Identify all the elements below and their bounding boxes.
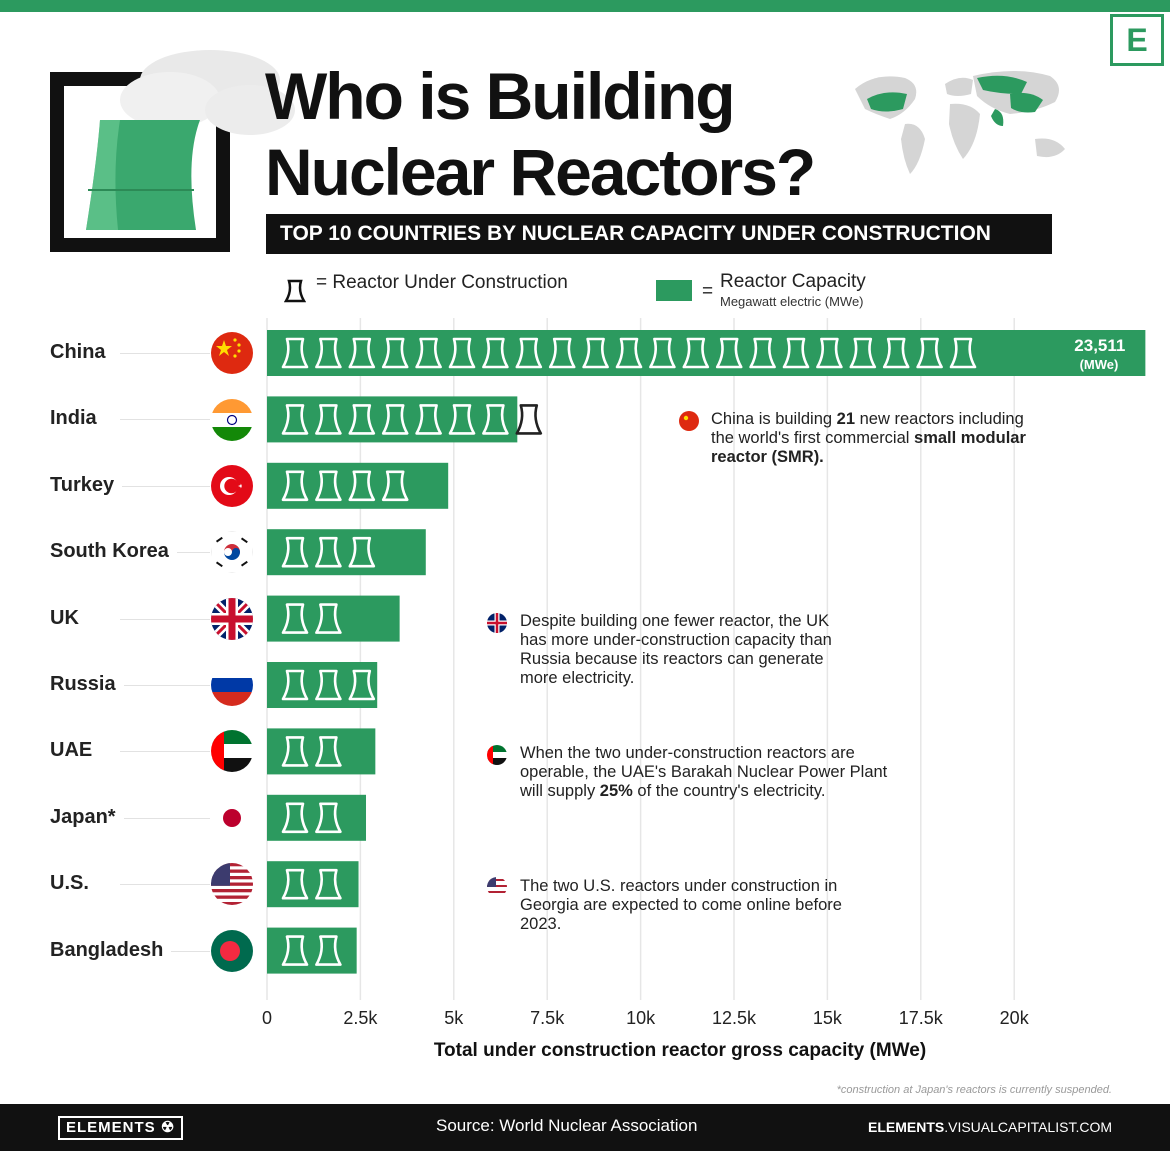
country-label: Turkey xyxy=(50,474,122,497)
country-label: India xyxy=(50,407,105,430)
value-label: 23,511 xyxy=(1074,336,1126,355)
capacity-bar xyxy=(267,330,1145,376)
country-label: Bangladesh xyxy=(50,939,171,962)
legend-reactor-label: = Reactor Under Construction xyxy=(316,272,568,293)
row-leader-line xyxy=(120,486,210,487)
turkey-flag-icon xyxy=(211,465,253,507)
uae-note-text-1: When the two under-construction reactors are operable, the UAE's Barakah Nuclear Power Plant will supply xyxy=(520,744,888,800)
china-note-flag-icon xyxy=(679,411,699,431)
country-label: China xyxy=(50,341,114,364)
capacity-bar xyxy=(267,396,517,442)
reactor-icon xyxy=(517,405,541,433)
china-note-bold-smr: small modular reactor (SMR). xyxy=(711,429,1026,466)
india-flag-icon xyxy=(211,399,253,441)
us-flag-icon xyxy=(211,863,253,905)
capacity-bar xyxy=(267,463,448,509)
footer-brand: ELEMENTS ☢ xyxy=(58,1116,183,1140)
footer-bar xyxy=(0,1104,1170,1151)
country-label: U.S. xyxy=(50,872,97,895)
x-tick-label: 20k xyxy=(999,1008,1029,1028)
south-korea-flag-icon xyxy=(211,531,253,573)
value-unit-label: (MWe) xyxy=(1079,357,1119,372)
row-leader-line xyxy=(120,619,210,620)
china-flag-icon xyxy=(211,332,253,374)
us-note-flag-icon xyxy=(487,877,507,897)
china-note xyxy=(711,410,1041,467)
uae-note xyxy=(520,744,890,801)
footer-source: Source: World Nuclear Association xyxy=(436,1116,698,1135)
row-leader-line xyxy=(120,685,210,686)
x-axis-label: Total under construction reactor gross capacity (MWe) xyxy=(433,1040,927,1061)
footer-site-bold: ELEMENTS xyxy=(867,1119,945,1135)
china-note-text-2: new reactors including the world's first commercial xyxy=(711,410,1024,447)
uae-note-bold-percent: 25% xyxy=(599,782,633,800)
title-line-1: Who is Building xyxy=(265,59,734,133)
x-tick-label: 15k xyxy=(812,1008,842,1028)
country-label: Russia xyxy=(50,673,124,696)
uae-note-flag-icon xyxy=(487,745,507,765)
legend-capacity-sub: Megawatt electric (MWe) xyxy=(720,294,864,309)
bangladesh-flag-icon xyxy=(211,930,253,972)
uae-note-text-2: of the country's electricity. xyxy=(632,782,826,800)
uk-flag-icon xyxy=(211,598,253,640)
legend-capacity-label: Reactor Capacity xyxy=(720,271,866,292)
legend-eq: = xyxy=(702,281,714,302)
russia-flag-icon xyxy=(211,664,253,706)
china-note-text-1: China is building xyxy=(711,410,837,428)
row-leader-line xyxy=(120,751,210,752)
x-tick-label: 0 xyxy=(261,1008,272,1028)
uae-flag-icon xyxy=(211,730,253,772)
x-tick-label: 12.5k xyxy=(711,1008,757,1028)
us-note: The two U.S. reactors under construction in Georgia are expected to come online before 2023. xyxy=(520,877,842,933)
country-label: Japan* xyxy=(50,806,124,829)
row-leader-line xyxy=(120,353,210,354)
subtitle-banner: TOP 10 COUNTRIES BY NUCLEAR CAPACITY UNDER CONSTRUCTION xyxy=(266,214,1052,254)
x-tick-label: 7.5k xyxy=(530,1008,565,1028)
country-label: UK xyxy=(50,607,87,630)
japan-flag-icon xyxy=(211,797,253,839)
uk-note: Despite building one fewer reactor, the UK has more under-construction capacity than Russia because its reactors can generate more electricity. xyxy=(520,612,832,687)
capacity-bar xyxy=(267,861,359,907)
capacity-bar xyxy=(267,529,426,575)
elements-logo: E xyxy=(1110,14,1164,66)
china-note-bold-count: 21 xyxy=(836,410,856,428)
japan-footnote: *construction at Japan's reactors is currently suspended. xyxy=(836,1084,1112,1096)
footer-brand-text: ELEMENTS xyxy=(66,1119,156,1136)
x-tick-label: 2.5k xyxy=(343,1008,378,1028)
country-label: South Korea xyxy=(50,540,177,563)
footer-site-rest: .VISUALCAPITALIST.COM xyxy=(944,1119,1112,1135)
row-leader-line xyxy=(120,818,210,819)
row-leader-line xyxy=(120,884,210,885)
country-label: UAE xyxy=(50,739,100,762)
footer-site xyxy=(868,1119,1112,1135)
x-tick-label: 10k xyxy=(626,1008,656,1028)
x-tick-label: 17.5k xyxy=(898,1008,943,1028)
uk-note-flag-icon xyxy=(487,613,507,633)
capacity-bar xyxy=(267,795,366,841)
row-leader-line xyxy=(120,419,210,420)
title-line-2: Nuclear Reactors? xyxy=(265,135,815,209)
x-tick-label: 5k xyxy=(444,1008,464,1028)
capacity-bar xyxy=(267,928,357,974)
